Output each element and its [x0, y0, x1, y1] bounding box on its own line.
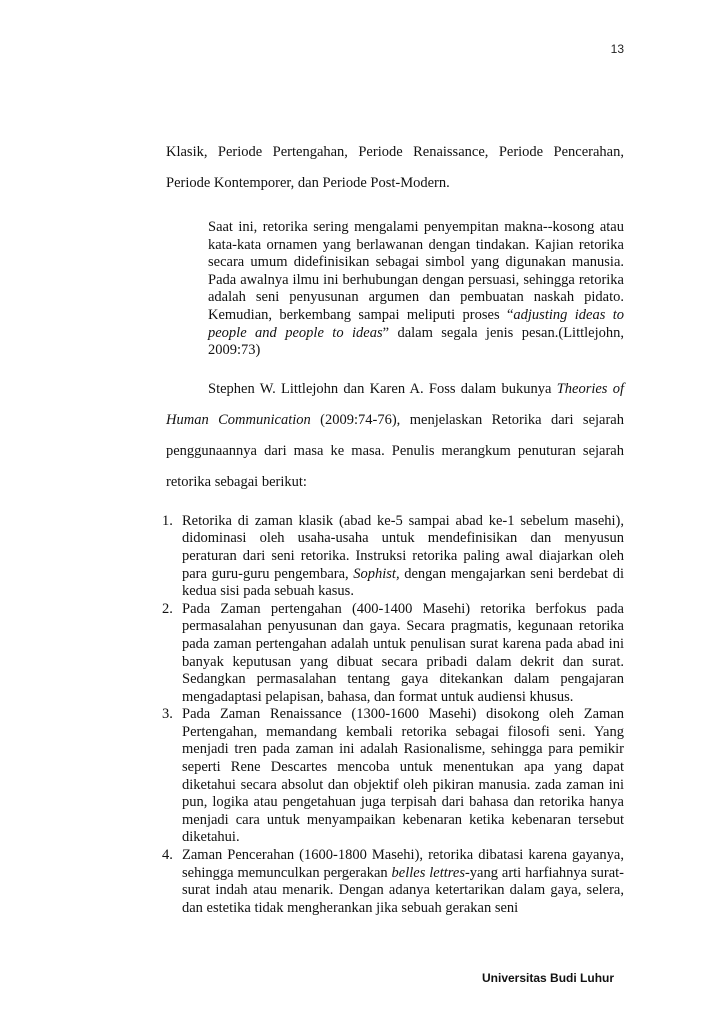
list-item	[162, 600, 624, 707]
block-quote	[208, 219, 624, 360]
list-item-italic: Sophist,	[353, 565, 400, 582]
list-item-number: 1.	[162, 512, 173, 529]
list-item-text-end: -yang arti harfiahnya surat-surat indah atau menarik. Dengan adanya ketertarikan dalam gaya, selera, dan estetika tidak mengherankan jika sebuah gerakan seni	[182, 864, 625, 916]
list-item	[162, 512, 624, 601]
list-item-number: 2.	[162, 600, 173, 617]
document-body	[162, 137, 625, 917]
body-paragraph	[166, 374, 624, 498]
book-title: Theories of Human Communication	[166, 380, 624, 428]
list-item	[162, 847, 625, 917]
page-number: 13	[610, 42, 624, 56]
body-text-2: (2009:74-76), menjelaskan Retorika dari sejarah penggunaannya dari masa ke masa. Penulis merangkum penuturan sejarah retorika sebagai berikut:	[166, 411, 624, 490]
list-item-text: Retorika di zaman klasik (abad ke-5 sampai abad ke-1 sebelum masehi), didominasi oleh usaha-usaha untuk mendefinisikan dan menyusun peraturan dari seni retorika. Instruksi retorika paling awal diajarkan oleh para guru-guru pengembara,	[182, 512, 624, 582]
list-item-text: Pada Zaman Renaissance (1300-1600 Masehi) disokong oleh Zaman Pertengahan, memandang kembali retorika sebagai filosofi seni. Yang menjadi tren pada zaman ini adalah Rasionalisme, sehingga para pemikir seperti Rene Descartes mencoba untuk menentukan apa yang dapat diketahui secara absolut dan objektif oleh pikiran manusia. zada zaman ini pun, logika atau pengetahuan juga terpisah dari bahasa dan retorika hanya menjadi cara untuk menyampaikan kebenaran ketika kebenaran tersebut diketahui.	[182, 706, 624, 846]
quote-text-2: ” dalam segala jenis pesan.(Littlejohn, 2009:73)	[208, 324, 624, 359]
quote-text-1: Saat ini, retorika sering mengalami penyempitan makna--kosong atau kata-kata ornamen yang berlawanan dengan tindakan. Kajian retorika secara umum didefinisikan sebagai simbol yang digunakan manusia. Pada awalnya ilmu ini berhubungan dengan persuasi, sehingga retorika adalah seni penyusunan argumen dan pembuatan naskah pidato. Kemudian, berkembang sampai meliputi proses “	[208, 219, 624, 323]
list-item-number: 3.	[162, 706, 173, 723]
history-list	[162, 512, 625, 918]
list-item	[162, 706, 624, 847]
list-item-number: 4.	[162, 847, 173, 864]
quote-italic: adjusting ideas to people and people to ideas	[208, 306, 624, 341]
list-item-text: Pada Zaman pertengahan (400-1400 Masehi) retorika berfokus pada permasalahan penyusunan dan gaya. Secara pragmatis, kegunaan retorika pada zaman pertengahan adalah untuk penulisan surat karena pada abad ini banyak keputusan yang dibuat secara pribadi dalam dekrit dan surat. Sedangkan permasalahan tentang gaya ditekankan dalam pengajaran mengadaptasi pelapisan, bahasa, dan format untuk audiensi khusus.	[182, 600, 624, 705]
intro-paragraph: Klasik, Periode Pertengahan, Periode Renaissance, Periode Pencerahan, Periode Kontemporer, dan Periode Post-Modern.	[166, 144, 624, 191]
list-item-text: Zaman Pencerahan (1600-1800 Masehi), retorika dibatasi karena gayanya, sehingga memunculkan pergerakan	[182, 847, 624, 881]
footer-institution: Universitas Budi Luhur	[482, 971, 615, 985]
list-item-text-end: dengan mengajarkan seni berdebat di kedua sisi pada sebuah kasus.	[182, 565, 624, 600]
list-item-italic: belles lettres	[391, 864, 465, 881]
body-text-1: Stephen W. Littlejohn dan Karen A. Foss dalam bukunya	[208, 380, 557, 397]
